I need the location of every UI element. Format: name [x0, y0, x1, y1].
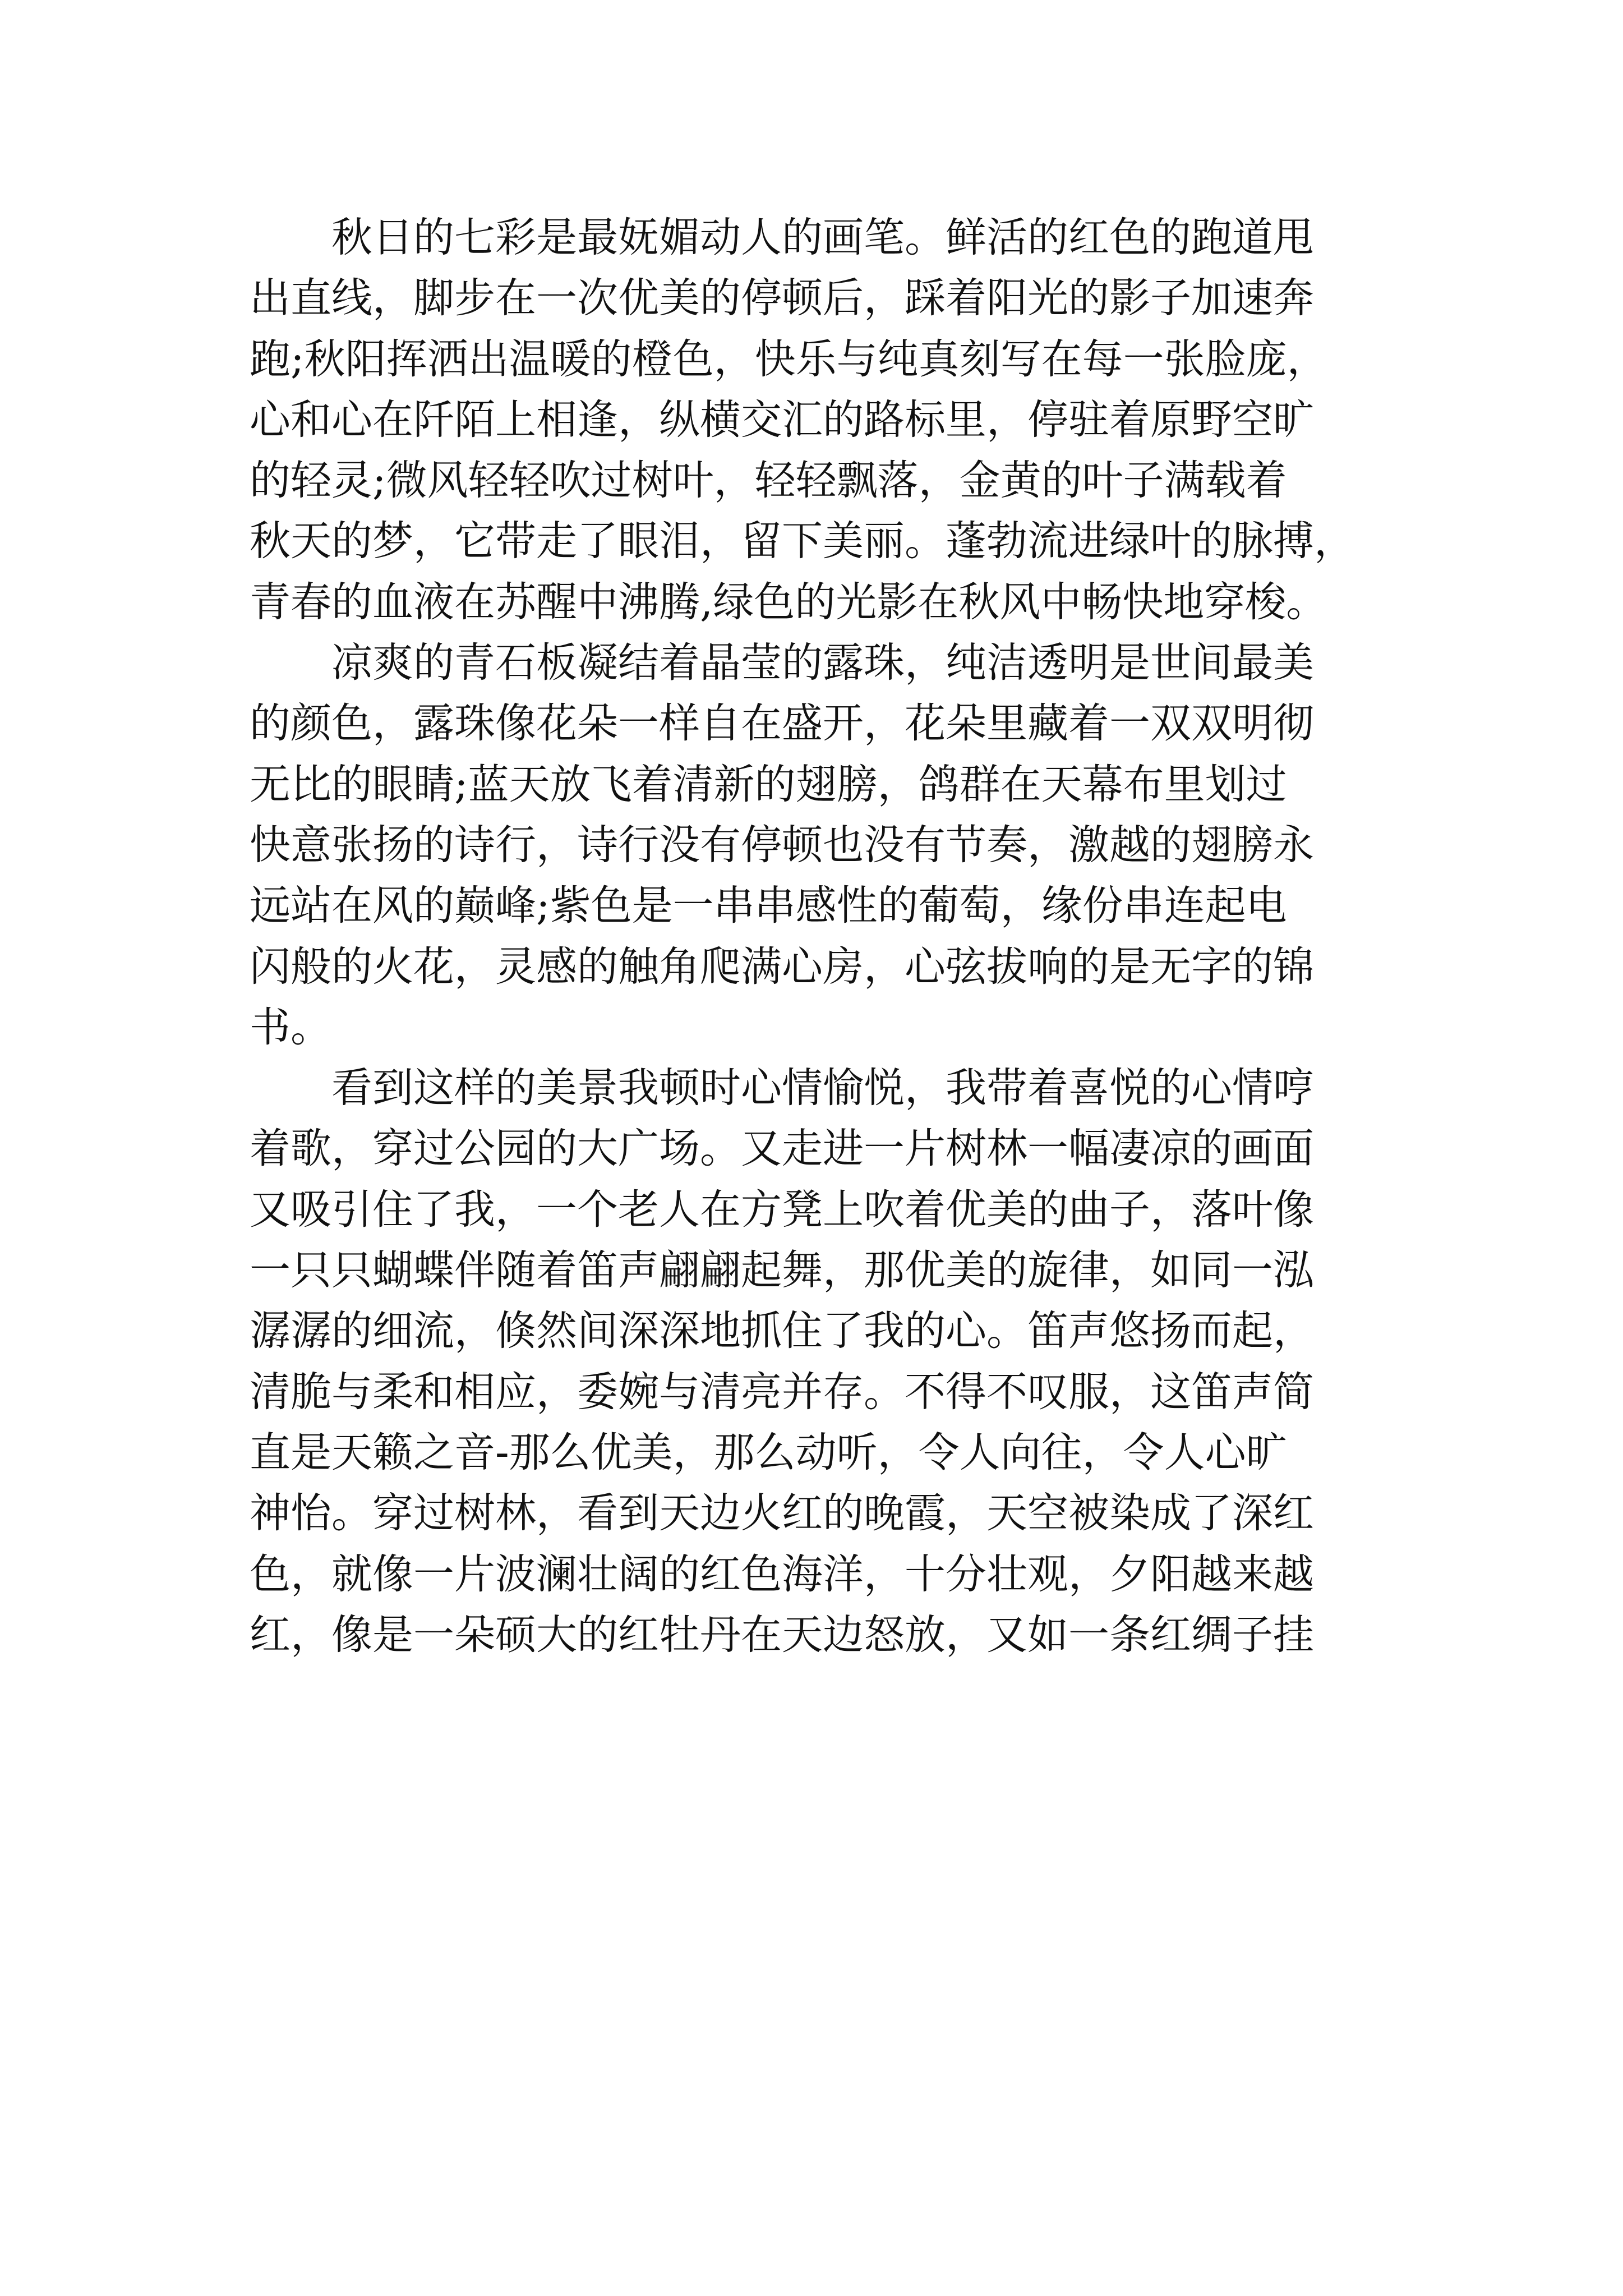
text-line: 书。	[250, 1003, 331, 1051]
text-line: 着歌，穿过公园的大广场。又走进一片树林一幅凄凉的画面	[250, 1125, 1314, 1173]
text-line: 出直线，脚步在一次优美的停顿后，踩着阳光的影子加速奔	[250, 274, 1314, 323]
text-line: 的颜色，露珠像花朵一样自在盛开，花朵里藏着一双双明彻	[250, 700, 1314, 748]
text-line: 秋日的七彩是最妩媚动人的画笔。鲜活的红色的跑道甩	[331, 214, 1314, 261]
text-line: 色，就像一片波澜壮阔的红色海洋，十分壮观，夕阳越来越	[250, 1550, 1314, 1598]
text-line: 直是天籁之音-那么优美，那么动听，令人向往，令人心旷	[250, 1428, 1287, 1476]
text-line: 远站在风的巅峰;紫色是一串串感性的葡萄，缘份串连起电	[250, 882, 1287, 930]
text-line: 秋天的梦，它带走了眼泪，留下美丽。蓬勃流进绿叶的脉搏，	[250, 517, 1355, 565]
paragraph-1	[250, 208, 1396, 633]
paragraph-3	[250, 1058, 1396, 1665]
essay-body	[250, 208, 1396, 1665]
paragraph-2	[250, 633, 1396, 1058]
text-line: 一只只蝴蝶伴随着笛声翩翩起舞，那优美的旋律，如同一泓	[250, 1246, 1314, 1295]
text-line: 闪般的火花，灵感的触角爬满心房，心弦拔响的是无字的锦	[250, 942, 1314, 991]
text-line: 凉爽的青石板凝结着晶莹的露珠，纯洁透明是世间最美	[331, 639, 1314, 687]
text-line: 潺潺的细流，倏然间深深地抓住了我的心。笛声悠扬而起，	[250, 1307, 1314, 1355]
text-line: 无比的眼睛;蓝天放飞着清新的翅膀，鸽群在天幕布里划过	[250, 760, 1287, 808]
text-line: 跑;秋阳挥洒出温暖的橙色，快乐与纯真刻写在每一张脸庞，	[250, 335, 1328, 383]
text-line: 清脆与柔和相应，委婉与清亮并存。不得不叹服，这笛声简	[250, 1368, 1314, 1416]
text-line: 的轻灵;微风轻轻吹过树叶，轻轻飘落，金黄的叶子满载着	[250, 457, 1287, 505]
text-line: 看到这样的美景我顿时心情愉悦，我带着喜悦的心情哼	[331, 1064, 1314, 1112]
text-line: 红，像是一朵硕大的红牡丹在天边怒放，又如一条红绸子挂	[250, 1611, 1314, 1659]
text-line: 又吸引住了我，一个老人在方凳上吹着优美的曲子，落叶像	[250, 1185, 1314, 1234]
text-line: 快意张扬的诗行，诗行没有停顿也没有节奏，激越的翅膀永	[250, 821, 1314, 869]
text-line: 神怡。穿过树林，看到天边火红的晚霞，天空被染成了深红	[250, 1489, 1314, 1538]
text-line: 心和心在阡陌上相逢，纵横交汇的路标里，停驻着原野空旷	[250, 395, 1314, 444]
text-line: 青春的血液在苏醒中沸腾,绿色的光影在秋风中畅快地穿梭。	[250, 578, 1327, 626]
